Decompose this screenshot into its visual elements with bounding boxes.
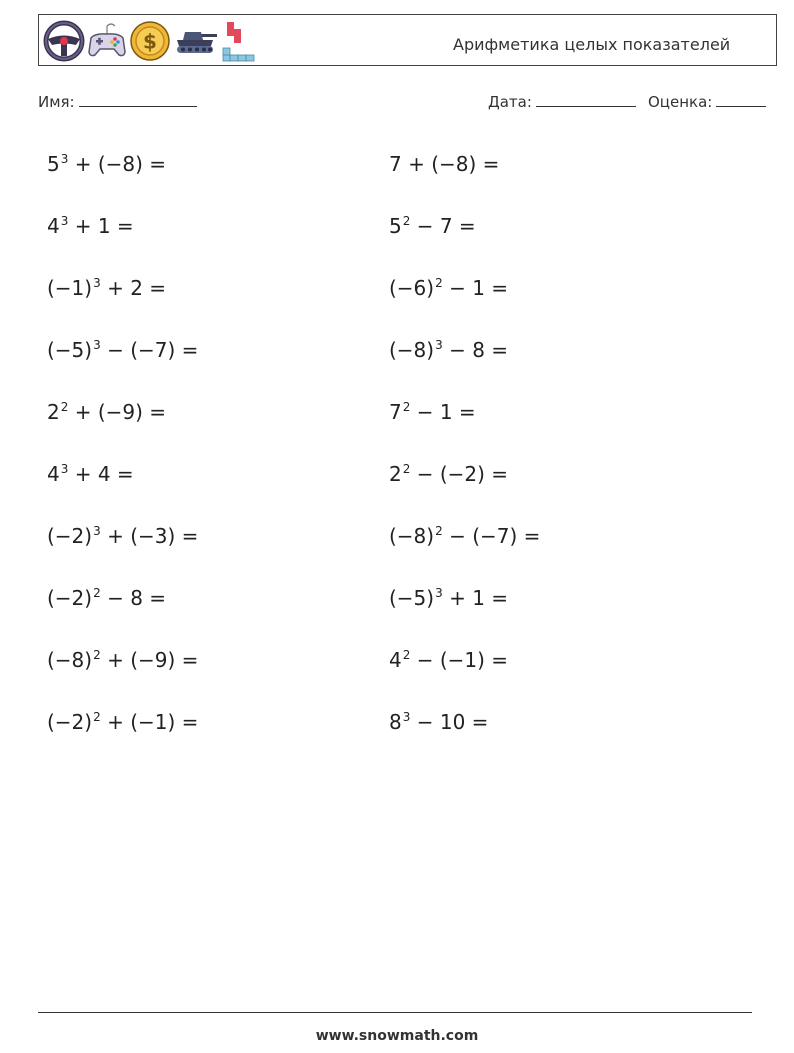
problem-right-1 [389, 152, 499, 176]
problem-rest: − 1 = [410, 400, 476, 424]
problem-base: 2 [47, 400, 60, 424]
footer-url: www.snowmath.com [315, 1028, 479, 1044]
problem-rest: − 8 = [100, 586, 167, 610]
name-label: Имя: [38, 93, 75, 111]
tank-icon [173, 20, 219, 62]
problem-rest: − (−1) = [410, 648, 509, 672]
problem-base: 4 [47, 462, 60, 486]
problem-rest: + (−9) = [68, 400, 167, 424]
problem-exponent: 2 [60, 400, 69, 414]
worksheet-title: Арифметика целых показателей [453, 35, 731, 54]
worksheet-header [38, 14, 777, 66]
problem-exponent: 2 [402, 648, 411, 662]
problem-exponent: 2 [93, 648, 101, 662]
problem-right-4 [389, 338, 508, 362]
problem-rest: + 1 = [68, 214, 134, 238]
problem-left-8 [47, 586, 166, 610]
date-label: Дата: [488, 93, 532, 111]
problem-left-1 [47, 152, 166, 176]
problem-rest: − 10 = [410, 710, 489, 734]
problem-base: (−8) [389, 524, 435, 548]
steering-wheel-icon [43, 20, 85, 62]
problem-exponent: 2 [402, 400, 411, 414]
problem-rest: − 8 = [442, 338, 509, 362]
problem-exponent: 3 [60, 152, 69, 166]
problem-right-6 [389, 462, 508, 486]
problem-exponent: 2 [402, 462, 411, 476]
problem-rest: + 2 = [100, 276, 167, 300]
problem-base: 7 [389, 400, 402, 424]
problem-exponent: 3 [93, 276, 101, 290]
problem-exponent: 3 [93, 338, 101, 352]
name-line [79, 90, 197, 107]
problem-base: 7 + (−8) = [389, 152, 500, 176]
problem-exponent: 3 [60, 462, 69, 476]
problem-exponent: 3 [402, 710, 411, 724]
header-icons [43, 20, 257, 62]
problem-left-10 [47, 710, 198, 734]
problem-rest: − (−2) = [410, 462, 509, 486]
problem-left-4 [47, 338, 198, 362]
problem-base: 5 [47, 152, 60, 176]
problem-right-5 [389, 400, 476, 424]
problem-rest: + 1 = [442, 586, 509, 610]
problem-base: (−5) [389, 586, 435, 610]
dollar-coin-icon [129, 20, 171, 62]
problem-base: 4 [47, 214, 60, 238]
problem-exponent: 2 [435, 276, 443, 290]
problem-left-6 [47, 462, 134, 486]
problem-base: (−5) [47, 338, 93, 362]
problem-base: (−6) [389, 276, 435, 300]
grade-field [648, 90, 766, 111]
problem-base: 5 [389, 214, 402, 238]
problem-base: (−8) [389, 338, 435, 362]
problem-rest: + 4 = [68, 462, 134, 486]
problem-left-2 [47, 214, 134, 238]
gamepad-icon [87, 20, 127, 62]
problem-rest: − (−7) = [100, 338, 199, 362]
problem-rest: − 7 = [410, 214, 476, 238]
problem-base: (−1) [47, 276, 93, 300]
problem-left-9 [47, 648, 198, 672]
problem-exponent: 2 [435, 524, 443, 538]
problem-rest: − (−7) = [442, 524, 541, 548]
problem-right-9 [389, 648, 508, 672]
problem-exponent: 2 [402, 214, 411, 228]
problem-right-10 [389, 710, 488, 734]
problem-rest: + (−8) = [68, 152, 167, 176]
problem-exponent: 2 [93, 710, 101, 724]
problem-base: (−8) [47, 648, 93, 672]
problem-base: 8 [389, 710, 402, 734]
problem-left-7 [47, 524, 198, 548]
problem-rest: + (−3) = [100, 524, 199, 548]
problem-base: (−2) [47, 586, 93, 610]
tetris-blocks-icon [221, 20, 257, 62]
problem-exponent: 3 [435, 586, 443, 600]
problem-base: (−2) [47, 524, 93, 548]
problem-right-7 [389, 524, 540, 548]
footer-divider [38, 1012, 752, 1013]
problem-right-2 [389, 214, 476, 238]
date-field [488, 90, 636, 111]
problem-rest: − 1 = [442, 276, 509, 300]
problem-exponent: 3 [435, 338, 443, 352]
date-line [536, 90, 636, 107]
problem-exponent: 2 [93, 586, 101, 600]
problem-base: (−2) [47, 710, 93, 734]
problem-right-8 [389, 586, 508, 610]
problem-exponent: 3 [93, 524, 101, 538]
problem-base: 4 [389, 648, 402, 672]
name-field [38, 90, 197, 111]
svg-text:$: $ [143, 29, 157, 54]
grade-line [716, 90, 766, 107]
problem-left-3 [47, 276, 166, 300]
problem-rest: + (−9) = [100, 648, 199, 672]
problem-base: 2 [389, 462, 402, 486]
grade-label: Оценка: [648, 93, 713, 111]
problem-right-3 [389, 276, 508, 300]
problem-rest: + (−1) = [100, 710, 199, 734]
problem-exponent: 3 [60, 214, 69, 228]
problem-left-5 [47, 400, 166, 424]
